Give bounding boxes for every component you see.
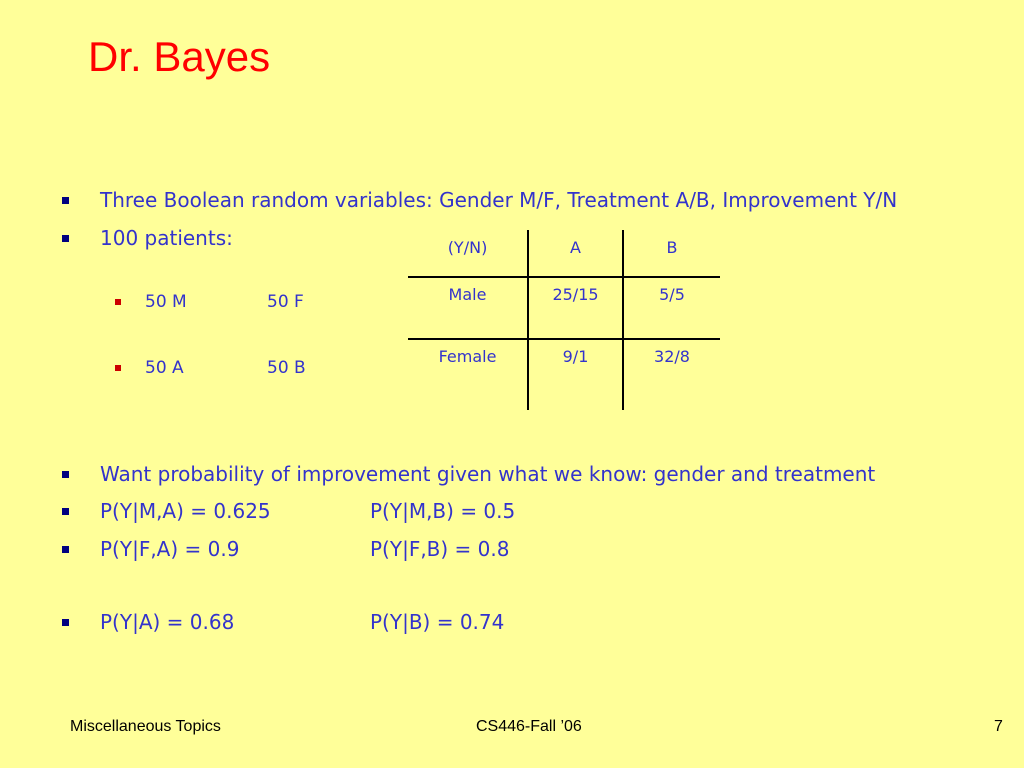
footer-course-topic: Miscellaneous Topics (70, 718, 221, 735)
table-divider-horizontal (408, 338, 720, 340)
bullet-text: 100 patients: (100, 226, 233, 250)
footer-course-code: CS446-Fall ’06 (476, 718, 582, 735)
sub-bullet-right: 50 B (267, 358, 306, 378)
bullet-text: Want probability of improvement given what we know: gender and treatment (100, 462, 876, 486)
contingency-table (408, 230, 720, 410)
sub-bullet-left: 50 A (145, 358, 184, 378)
sub-bullet-square-icon (115, 299, 121, 305)
bullet-text-right: P(Y|F,B) = 0.8 (370, 537, 510, 561)
footer-page-number: 7 (994, 718, 1003, 735)
bullet-square-icon (62, 197, 69, 204)
bullet-square-icon (62, 235, 69, 242)
table-cell: 9/1 (562, 347, 589, 366)
table-divider-horizontal (408, 276, 720, 278)
sub-bullet-square-icon (115, 365, 121, 371)
bullet-square-icon (62, 471, 69, 478)
table-cell: 5/5 (659, 285, 685, 304)
table-cell: Female (438, 347, 497, 366)
bullet-square-icon (62, 546, 69, 553)
bullet-square-icon (62, 619, 69, 626)
table-header-cell: A (570, 238, 581, 257)
bullet-text: Three Boolean random variables: Gender M/F, Treatment A/B, Improvement Y/N (100, 188, 898, 212)
bullet-square-icon (62, 508, 69, 515)
table-cell: Male (448, 285, 487, 304)
table-cell: 25/15 (552, 285, 599, 304)
bullet-text-right: P(Y|B) = 0.74 (370, 610, 505, 634)
bullet-text: P(Y|A) = 0.68 (100, 610, 235, 634)
table-header-cell: B (666, 238, 678, 257)
table-cell: 32/8 (654, 347, 690, 366)
table-header-cell: (Y/N) (447, 238, 488, 257)
sub-bullet-right: 50 F (267, 292, 304, 312)
bullet-text: P(Y|M,A) = 0.625 (100, 499, 271, 523)
slide-title: Dr. Bayes (88, 33, 271, 80)
sub-bullet-left: 50 M (145, 292, 187, 312)
bullet-text: P(Y|F,A) = 0.9 (100, 537, 240, 561)
bullet-text-right: P(Y|M,B) = 0.5 (370, 499, 516, 523)
